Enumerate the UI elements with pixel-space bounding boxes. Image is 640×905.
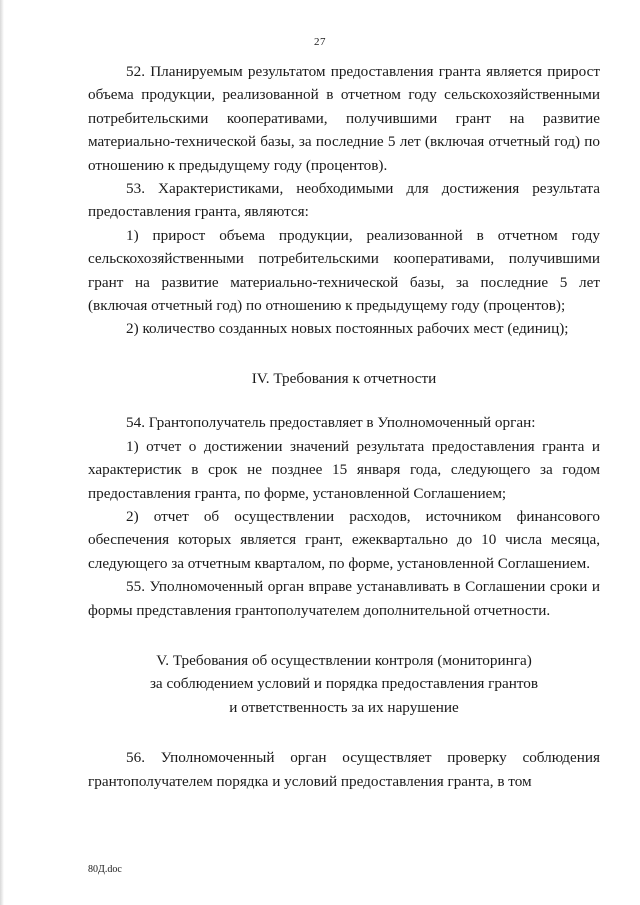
page-number: 27 bbox=[314, 36, 326, 48]
paragraph-53-item-2: 2) количество созданных новых постоянных рабочих мест (единиц); bbox=[126, 320, 569, 338]
paragraph-52: 52. Планируемым результатом предоставления гранта является прирост объема продукции, реализованной в отчетном году сельскохозяйственными потребительскими кооперативами, получившими грант на развитие материально-технической базы, за последние 5 лет (включая отчетный год) по отношению к предыдущему году (процентов). bbox=[88, 63, 600, 174]
paragraph-54-item-2: 2) отчет об осуществлении расходов, источником финансового обеспечения которых является грант, ежеквартально до 10 числа месяца, следующего за отчетным кварталом, по форме, установленной Соглашением. bbox=[88, 507, 600, 572]
paragraph-54: 54. Грантополучатель предоставляет в Уполномоченный орган: bbox=[126, 414, 536, 432]
section-heading-v-line-3: и ответственность за их нарушение bbox=[229, 698, 459, 716]
file-name-footer: 80Д.doc bbox=[88, 864, 122, 875]
section-heading-v-line-1: V. Требования об осуществлении контроля (мониторинга) bbox=[156, 651, 532, 669]
section-heading-v bbox=[88, 649, 600, 719]
section-heading-v-line-2: за соблюдением условий и порядка предоставления грантов bbox=[149, 675, 539, 693]
paragraph-53: 53. Характеристиками, необходимыми для достижения результата предоставления гранта, являются: bbox=[88, 180, 600, 221]
paragraph-54-item-1: 1) отчет о достижении значений результата предоставления гранта и характеристик в срок не позднее 15 января года, следующего за годом предоставления гранта, по форме, установленной Соглашением; bbox=[88, 437, 600, 502]
section-heading-iv: IV. Требования к отчетности bbox=[251, 369, 437, 387]
paragraph-53-item-1: 1) прирост объема продукции, реализованной в отчетном году сельскохозяйственными потребительскими кооперативами, получившими грант на развитие материально-технической базы, за последние 5 лет (включая отчетный год) по отношению к предыдущему году (процентов); bbox=[88, 226, 600, 315]
scan-edge bbox=[0, 0, 4, 905]
paragraph-56: 56. Уполномоченный орган осуществляет проверку соблюдения грантополучателем порядка и условий предоставления гранта, в том bbox=[88, 749, 600, 790]
document-body bbox=[88, 60, 600, 793]
paragraph-55: 55. Уполномоченный орган вправе устанавливать в Соглашении сроки и формы представления грантополучателем дополнительной отчетности. bbox=[88, 578, 600, 619]
